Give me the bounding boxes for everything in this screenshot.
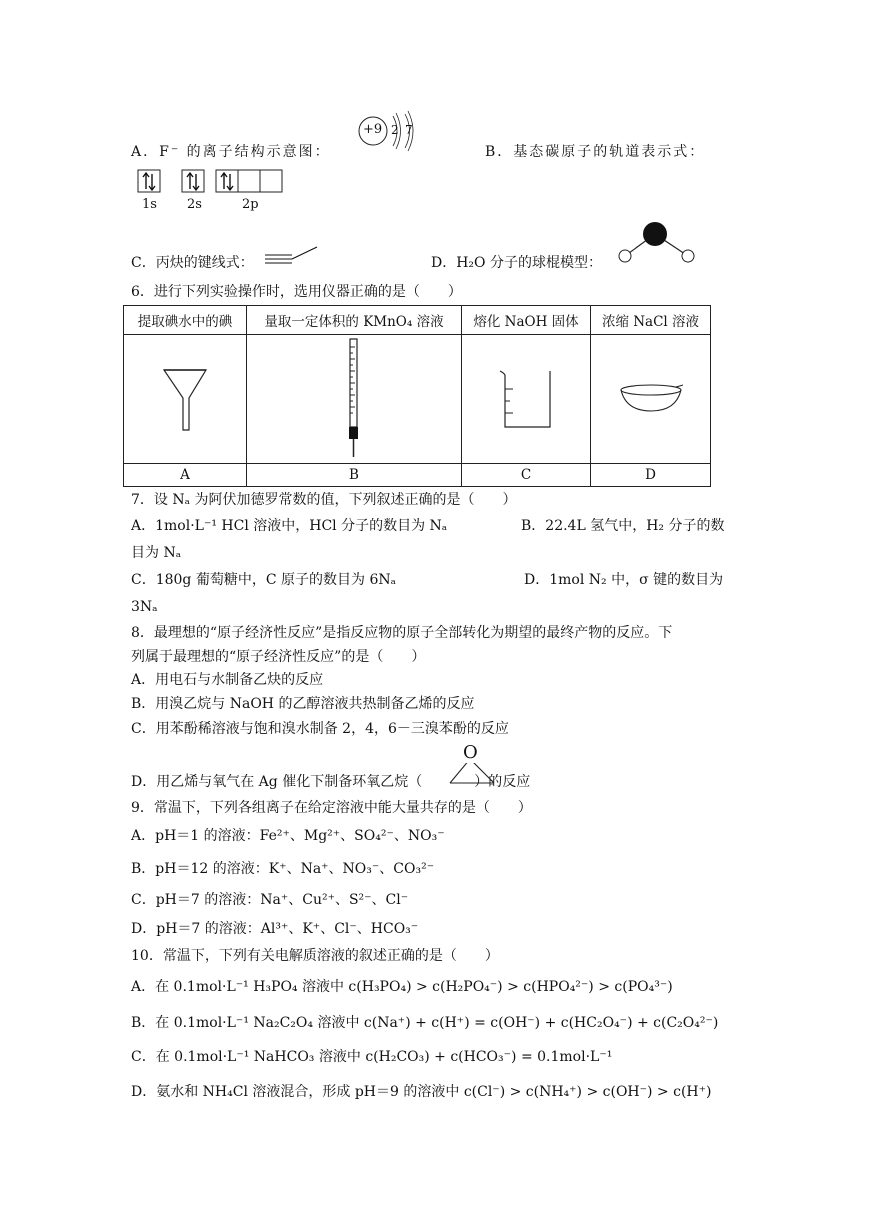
q5-b-label: B． <box>485 144 514 160</box>
q8-option-a: A．用电石与水制备乙炔的反应 <box>131 672 324 688</box>
q9-option-a: A．pH＝1 的溶液：Fe²⁺、Mg²⁺、SO₄²⁻、NO₃⁻ <box>131 828 445 844</box>
apparatus-header-a: 提取碘水中的碘 <box>124 306 247 335</box>
q7-option-a: A．1mol·L⁻¹ HCl 溶液中，HCl 分子的数目为 Nₐ <box>131 518 448 534</box>
orbital-diagram <box>137 168 297 216</box>
ethylene-oxide-o-atom: O <box>463 742 478 763</box>
propyne-line-structure <box>262 245 322 267</box>
beaker-icon <box>496 367 556 431</box>
q8-stem-line2: 列属于最理想的“原子经济性反应”的是（ ） <box>131 649 426 665</box>
orbital-label-1s: 1s <box>142 197 157 212</box>
q8-stem-line1: 8．最理想的“原子经济性反应”是指反应物的原子全部转化为期望的最终产物的反应。下 <box>131 625 673 641</box>
q10-option-c: C．在 0.1mol·L⁻¹ NaHCO₃ 溶液中 c(H₂CO₃) + c(HCO₃⁻) = 0.1mol·L⁻¹ <box>131 1049 613 1065</box>
q5-option-c: C．丙炔的键线式： <box>131 255 254 271</box>
q7-option-b-line1: B．22.4L 氢气中，H₂ 分子的数 <box>521 518 725 534</box>
apparatus-label-b: B <box>247 464 462 487</box>
apparatus-label-d: D <box>591 464 711 487</box>
funnel-icon <box>160 364 210 434</box>
apparatus-table <box>123 305 711 487</box>
apparatus-label-a: A <box>124 464 247 487</box>
q7-option-c: C．180g 葡萄糖中，C 原子的数目为 6Nₐ <box>131 572 397 588</box>
q6-stem: 6．进行下列实验操作时，选用仪器正确的是（ ） <box>131 284 462 300</box>
q9-stem: 9．常温下，下列各组离子在给定溶液中能大量共存的是（ ） <box>131 800 532 816</box>
funnel-cell <box>124 335 247 464</box>
q5-option-a <box>131 141 331 161</box>
apparatus-header-c: 熔化 NaOH 固体 <box>462 306 591 335</box>
q8-d-suffix: ）的反应 <box>474 774 531 790</box>
beaker-cell <box>462 335 591 464</box>
q10-option-a: A．在 0.1mol·L⁻¹ H₃PO₄ 溶液中 c(H₃PO₄) > c(H₂PO₄⁻) > c(HPO₄²⁻) > c(PO₄³⁻) <box>131 979 673 995</box>
orbital-label-2s: 2s <box>187 197 202 212</box>
q8-option-b: B．用溴乙烷与 NaOH 的乙醇溶液共热制备乙烯的反应 <box>131 696 475 712</box>
ion-nucleus-charge: +9 <box>363 122 383 137</box>
apparatus-header-b: 量取一定体积的 KMnO₄ 溶液 <box>247 306 462 335</box>
q5-option-b <box>485 141 705 161</box>
q7-option-d-line1: D．1mol N₂ 中，σ 键的数目为 <box>524 572 724 588</box>
evaporating-dish-cell <box>591 335 711 464</box>
water-ball-stick-model <box>613 220 698 270</box>
q9-option-d: D．pH＝7 的溶液：Al³⁺、K⁺、Cl⁻、HCO₃⁻ <box>131 921 419 937</box>
q7-stem: 7．设 Nₐ 为阿伏加德罗常数的值，下列叙述正确的是（ ） <box>131 492 517 508</box>
q8-option-c: C．用苯酚稀溶液与饱和溴水制备 2，4，6－三溴苯酚的反应 <box>131 721 509 737</box>
ion-shell-2: 7 <box>405 123 413 137</box>
evaporating-dish-icon <box>616 381 686 417</box>
q9-option-b: B．pH＝12 的溶液：K⁺、Na⁺、NO₃⁻、CO₃²⁻ <box>131 861 435 877</box>
apparatus-label-c: C <box>462 464 591 487</box>
q10-option-b: B．在 0.1mol·L⁻¹ Na₂C₂O₄ 溶液中 c(Na⁺) + c(H⁺) = c(OH⁻) + c(HC₂O₄⁻) + c(C₂O₄²⁻) <box>131 1015 719 1031</box>
q10-stem: 10．常温下，下列有关电解质溶液的叙述正确的是（ ） <box>131 948 499 964</box>
q5-option-d: D．H₂O 分子的球棍模型： <box>431 255 602 271</box>
burette-icon <box>344 337 364 461</box>
q9-option-c: C．pH＝7 的溶液：Na⁺、Cu²⁺、S²⁻、Cl⁻ <box>131 892 409 908</box>
q7-option-b-line2: 目为 Nₐ <box>131 545 182 561</box>
ion-shell-1: 2 <box>391 123 399 137</box>
q7-option-d-line2: 3Nₐ <box>131 599 158 615</box>
q10-option-d: D．氨水和 NH₄Cl 溶液混合，形成 pH＝9 的溶液中 c(Cl⁻) > c(NH₄⁺) > c(OH⁻) > c(H⁺) <box>131 1084 712 1100</box>
q5-b-text: 基态碳原子的轨道表示式： <box>513 144 706 160</box>
orbital-label-2p: 2p <box>242 197 259 212</box>
apparatus-header-d: 浓缩 NaCl 溶液 <box>591 306 711 335</box>
q5-a-text: F⁻ 的离子结构示意图： <box>159 144 331 160</box>
q8-d-prefix: D．用乙烯与氧气在 Ag 催化下制备环氧乙烷（ <box>131 774 423 790</box>
burette-cell <box>247 335 462 464</box>
q5-a-label: A． <box>131 144 160 160</box>
